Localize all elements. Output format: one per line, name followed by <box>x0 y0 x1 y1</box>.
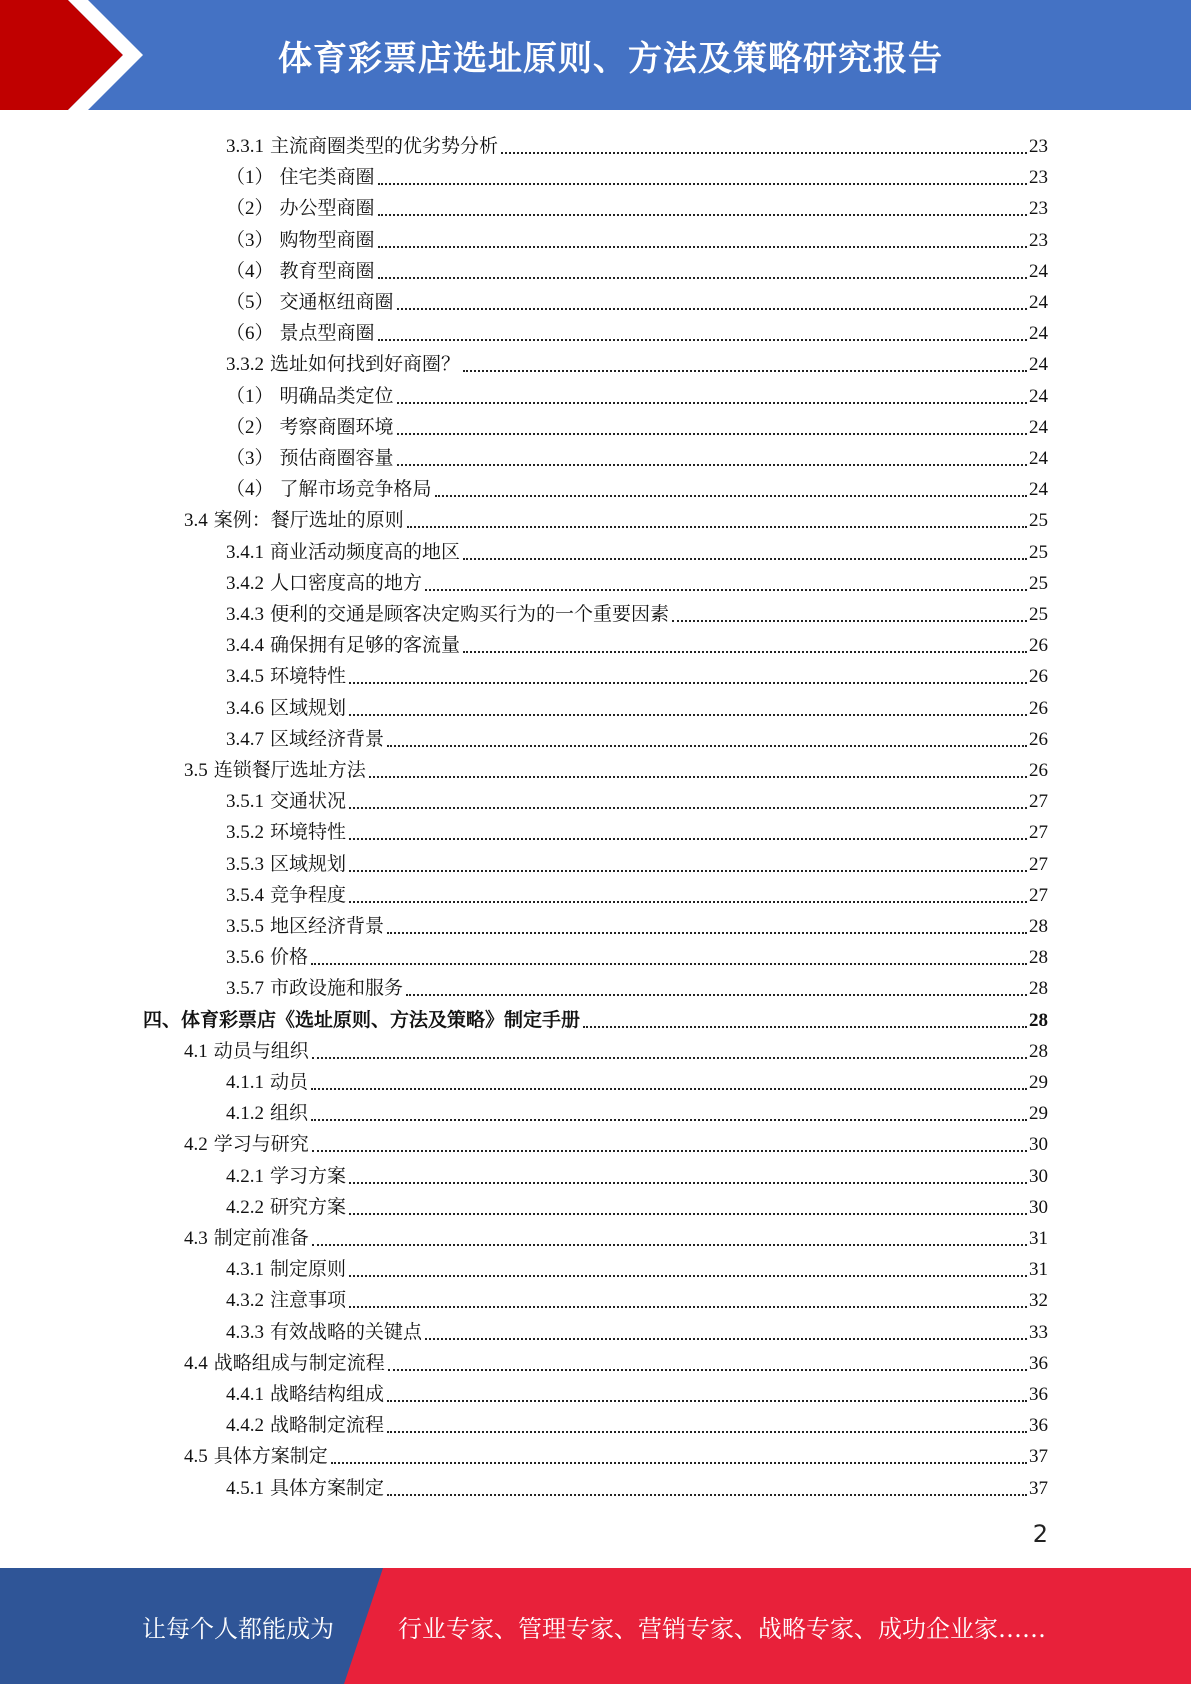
toc-entry-page: 25 <box>1029 510 1048 532</box>
toc-entry[interactable] <box>226 409 1048 440</box>
header-chevron-icon <box>0 0 160 110</box>
toc-entry[interactable] <box>226 939 1048 970</box>
toc-entry-number: 3.5.7 <box>226 978 264 1000</box>
toc-entry-number: （5） <box>226 292 274 313</box>
toc-entry[interactable] <box>226 534 1048 565</box>
toc-entry-title: 交通状况 <box>270 791 347 813</box>
toc-entry-title: 组织 <box>270 1103 309 1125</box>
toc-entry-number: 4.2.2 <box>226 1196 264 1218</box>
toc-entry-title: 商业活动频度高的地区 <box>270 541 461 563</box>
toc-entry-title: 市政设施和服务 <box>270 978 404 1000</box>
toc-entry-page: 26 <box>1029 666 1048 688</box>
toc-entry[interactable] <box>184 1220 1048 1251</box>
toc-entry-page: 28 <box>1029 1040 1048 1062</box>
toc-entry-title: 学习方案 <box>270 1165 347 1187</box>
toc-entry-title: 具体方案制定 <box>270 1477 385 1499</box>
toc-dot-leader <box>331 1462 1027 1464</box>
toc-entry[interactable] <box>226 1251 1048 1282</box>
toc-entry-page: 29 <box>1029 1072 1048 1093</box>
toc-entry[interactable] <box>143 1002 1048 1033</box>
toc-entry[interactable] <box>226 1470 1048 1501</box>
toc-dot-leader <box>349 901 1027 903</box>
toc-entry-number: 4.3.2 <box>226 1290 264 1312</box>
toc-entry-number: 3.4.1 <box>226 541 264 563</box>
toc-entry-title: 动员 <box>270 1072 309 1093</box>
toc-entry[interactable] <box>226 315 1048 346</box>
toc-entry-page: 25 <box>1029 604 1048 625</box>
toc-entry-page: 31 <box>1029 1259 1048 1281</box>
toc-entry-number: （1） <box>226 167 274 189</box>
toc-dot-leader <box>349 714 1027 716</box>
toc-entry[interactable] <box>226 284 1048 315</box>
toc-entry-page: 30 <box>1029 1196 1048 1218</box>
toc-entry-number: 4.2.1 <box>226 1165 264 1187</box>
toc-entry[interactable] <box>226 128 1048 159</box>
toc-entry-number: 3.5.2 <box>226 822 264 844</box>
toc-entry-page: 26 <box>1029 697 1048 719</box>
toc-entry-number: 3.4.4 <box>226 635 264 657</box>
toc-entry-number: （1） <box>226 385 274 407</box>
toc-entry-title: 区域规划 <box>270 697 347 719</box>
toc-entry-title: 交通枢纽商圈 <box>279 292 394 313</box>
toc-entry[interactable] <box>226 877 1048 908</box>
toc-entry[interactable] <box>184 502 1048 533</box>
toc-entry-title: 主流商圈类型的优劣势分析 <box>270 136 499 157</box>
toc-entry-title: 区域经济背景 <box>270 728 385 750</box>
footer-slogan-right: 行业专家、管理专家、营销专家、战略专家、成功企业家…… <box>398 1614 1046 1643</box>
toc-entry-title: 地区经济背景 <box>270 916 385 937</box>
toc-dot-leader <box>463 651 1027 653</box>
toc-entry[interactable] <box>226 1064 1048 1095</box>
toc-entry-number: 3.3.1 <box>226 136 264 157</box>
toc-entry-title: 战略组成与制定流程 <box>213 1352 385 1374</box>
toc-entry-number: 4.1.2 <box>226 1103 264 1125</box>
toc-dot-leader <box>672 620 1027 622</box>
toc-entry[interactable] <box>226 1376 1048 1407</box>
toc-entry[interactable] <box>226 908 1048 939</box>
toc-entry-title: 案例：餐厅选址的原则 <box>213 510 404 532</box>
toc-entry[interactable] <box>184 1126 1048 1157</box>
toc-entry-number: 4.4.2 <box>226 1415 264 1437</box>
toc-entry-title: 注意事项 <box>270 1290 347 1312</box>
toc-entry-page: 24 <box>1029 260 1048 282</box>
toc-dot-leader <box>349 807 1027 809</box>
toc-entry[interactable] <box>226 222 1048 253</box>
toc-dot-leader <box>378 214 1027 216</box>
toc-entry-title: 预估商圈容量 <box>279 448 394 469</box>
toc-dot-leader <box>349 1213 1027 1215</box>
toc-entry-title: 制定前准备 <box>213 1228 309 1249</box>
toc-dot-leader <box>311 963 1027 965</box>
toc-entry-number: 3.5.5 <box>226 916 264 937</box>
toc-entry-title: 连锁餐厅选址方法 <box>213 760 366 781</box>
toc-entry[interactable] <box>184 1033 1048 1064</box>
toc-dot-leader <box>397 464 1027 466</box>
toc-dot-leader <box>407 526 1027 528</box>
toc-entry-number: 3.5.6 <box>226 947 264 969</box>
toc-entry-title: 竞争程度 <box>270 884 347 906</box>
toc-dot-leader <box>387 932 1027 934</box>
toc-entry[interactable] <box>226 690 1048 721</box>
toc-dot-leader <box>311 1088 1027 1090</box>
toc-dot-leader <box>406 994 1027 996</box>
toc-entry-title: 办公型商圈 <box>279 198 375 220</box>
toc-entry-number: （3） <box>226 229 274 251</box>
toc-entry[interactable] <box>226 253 1048 284</box>
toc-entry-page: 24 <box>1029 323 1048 345</box>
toc-entry-number: （4） <box>226 479 274 501</box>
toc-dot-leader <box>312 1244 1027 1246</box>
toc-entry[interactable] <box>226 1095 1048 1126</box>
toc-entry-page: 23 <box>1029 229 1048 251</box>
toc-entry[interactable] <box>226 190 1048 221</box>
toc-entry-number: 4.5 <box>184 1446 208 1468</box>
toc-entry-number: （2） <box>226 198 274 220</box>
toc-dot-leader <box>397 433 1027 435</box>
toc-dot-leader <box>388 1369 1027 1371</box>
toc-entry[interactable] <box>226 970 1048 1001</box>
toc-entry-page: 28 <box>1029 916 1048 937</box>
toc-entry-page: 27 <box>1029 791 1048 813</box>
toc-dot-leader <box>463 370 1027 372</box>
toc-dot-leader <box>349 1182 1027 1184</box>
toc-dot-leader <box>425 589 1027 591</box>
toc-entry[interactable] <box>184 1438 1048 1469</box>
page-number: 2 <box>1032 1520 1048 1548</box>
toc-entry-number: 3.4 <box>184 510 208 532</box>
toc-entry-title: 住宅类商圈 <box>279 167 375 189</box>
toc-entry-number: 4.2 <box>184 1134 208 1156</box>
toc-dot-leader <box>463 558 1027 560</box>
toc-dot-leader <box>378 246 1027 248</box>
toc-entry-page: 37 <box>1029 1446 1048 1468</box>
toc-dot-leader <box>387 1431 1027 1433</box>
toc-entry-page: 37 <box>1029 1477 1048 1499</box>
toc-dot-leader <box>378 183 1027 185</box>
toc-entry[interactable] <box>226 814 1048 845</box>
toc-entry-page: 28 <box>1029 978 1048 1000</box>
toc-entry-number: （2） <box>226 416 274 438</box>
toc-dot-leader <box>349 838 1027 840</box>
toc-dot-leader <box>387 1494 1027 1496</box>
toc-entry[interactable] <box>226 1282 1048 1313</box>
toc-entry-number: （6） <box>226 323 274 345</box>
toc-entry-title: 有效战略的关键点 <box>270 1321 423 1343</box>
toc-entry-page: 36 <box>1029 1415 1048 1437</box>
toc-dot-leader <box>397 402 1027 404</box>
toc-dot-leader <box>369 776 1027 778</box>
toc-entry[interactable] <box>226 783 1048 814</box>
toc-entry-title: 景点型商圈 <box>279 323 375 345</box>
toc-dot-leader <box>387 745 1027 747</box>
footer-slogan-left: 让每个人都能成为 <box>142 1614 334 1643</box>
document-title: 体育彩票店选址原则、方法及策略研究报告 <box>278 38 943 79</box>
toc-entry-title: 战略结构组成 <box>270 1384 385 1405</box>
toc-entry-title: 研究方案 <box>270 1196 347 1218</box>
header-banner <box>0 0 1191 110</box>
toc-entry-number: （3） <box>226 448 274 469</box>
toc-entry[interactable] <box>226 846 1048 877</box>
toc-entry-number: 3.5.3 <box>226 853 264 875</box>
toc-entry-title: 便利的交通是顾客决定购买行为的一个重要因素 <box>270 604 670 625</box>
toc-dot-leader <box>349 1275 1027 1277</box>
toc-entry-number: 4.5.1 <box>226 1477 264 1499</box>
toc-entry-title: 考察商圈环境 <box>279 416 394 438</box>
toc-dot-leader <box>349 1306 1027 1308</box>
toc-entry-title: 了解市场竞争格局 <box>279 479 432 501</box>
toc-entry-number: 3.4.5 <box>226 666 264 688</box>
toc-entry-page: 23 <box>1029 198 1048 220</box>
toc-dot-leader <box>312 1150 1027 1152</box>
toc-entry-number: 4.1.1 <box>226 1072 264 1093</box>
toc-entry-page: 24 <box>1029 292 1048 313</box>
toc-entry[interactable] <box>226 565 1048 596</box>
toc-entry-title: 人口密度高的地方 <box>270 572 423 594</box>
toc-entry-title: 确保拥有足够的客流量 <box>270 635 461 657</box>
toc-dot-leader <box>349 870 1027 872</box>
toc-dot-leader <box>378 277 1027 279</box>
toc-entry-page: 30 <box>1029 1134 1048 1156</box>
toc-entry-title: 动员与组织 <box>213 1040 309 1062</box>
toc-entry-title: 选址如何找到好商圈？ <box>270 354 461 376</box>
toc-entry-page: 25 <box>1029 572 1048 594</box>
toc-entry-title: 四、体育彩票店《选址原则、方法及策略》制定手册 <box>143 1009 581 1031</box>
toc-entry[interactable] <box>226 1314 1048 1345</box>
toc-entry-page: 24 <box>1029 479 1048 501</box>
toc-entry[interactable] <box>226 378 1048 409</box>
toc-dot-leader <box>501 152 1027 154</box>
toc-entry-title: 制定原则 <box>270 1259 347 1281</box>
toc-dot-leader <box>349 682 1027 684</box>
toc-entry-page: 32 <box>1029 1290 1048 1312</box>
toc-entry-number: 4.3.1 <box>226 1259 264 1281</box>
toc-entry-page: 24 <box>1029 448 1048 469</box>
toc-entry[interactable] <box>226 346 1048 377</box>
toc-entry-number: 3.4.7 <box>226 728 264 750</box>
toc-entry-page: 27 <box>1029 822 1048 844</box>
toc-entry[interactable] <box>226 658 1048 689</box>
toc-dot-leader <box>583 1026 1027 1028</box>
toc-entry-number: 4.3.3 <box>226 1321 264 1343</box>
toc-entry-number: 3.5.1 <box>226 791 264 813</box>
toc-entry-page: 23 <box>1029 167 1048 189</box>
toc-entry-number: 3.5 <box>184 760 208 781</box>
toc-dot-leader <box>378 339 1027 341</box>
toc-entry-page: 26 <box>1029 728 1048 750</box>
toc-entry-page: 25 <box>1029 541 1048 563</box>
toc-entry-page: 26 <box>1029 760 1048 781</box>
toc-entry[interactable] <box>184 1345 1048 1376</box>
toc-entry[interactable] <box>226 627 1048 658</box>
toc-entry-number: 3.4.2 <box>226 572 264 594</box>
toc-dot-leader <box>397 308 1027 310</box>
toc-entry-page: 36 <box>1029 1384 1048 1405</box>
toc-entry-number: 3.4.3 <box>226 604 264 625</box>
toc-entry-number: 4.4 <box>184 1352 208 1374</box>
toc-entry-title: 学习与研究 <box>213 1134 309 1156</box>
toc-entry-page: 24 <box>1029 416 1048 438</box>
toc-entry[interactable] <box>226 596 1048 627</box>
toc-entry-title: 明确品类定位 <box>279 385 394 407</box>
toc-entry-page: 27 <box>1029 853 1048 875</box>
toc-entry-number: （4） <box>226 260 274 282</box>
toc-entry[interactable] <box>226 721 1048 752</box>
toc-entry-page: 31 <box>1029 1228 1048 1249</box>
toc-entry[interactable] <box>226 440 1048 471</box>
toc-entry-title: 价格 <box>270 947 309 969</box>
footer-banner <box>0 1568 1191 1684</box>
toc-entry-title: 战略制定流程 <box>270 1415 385 1437</box>
toc-entry-number: 3.3.2 <box>226 354 264 376</box>
toc-entry[interactable] <box>226 1407 1048 1438</box>
toc-entry-title: 环境特性 <box>270 666 347 688</box>
toc-entry-page: 30 <box>1029 1165 1048 1187</box>
toc-entry-number: 3.4.6 <box>226 697 264 719</box>
toc-entry-page: 23 <box>1029 136 1048 157</box>
toc-entry-title: 环境特性 <box>270 822 347 844</box>
toc-entry[interactable] <box>226 1158 1048 1189</box>
toc-entry-number: 4.4.1 <box>226 1384 264 1405</box>
toc-dot-leader <box>311 1119 1027 1121</box>
toc-entry-title: 具体方案制定 <box>213 1446 328 1468</box>
toc-entry-page: 24 <box>1029 354 1048 376</box>
toc-entry[interactable] <box>226 471 1048 502</box>
toc-entry-number: 4.1 <box>184 1040 208 1062</box>
toc-entry-page: 28 <box>1029 1009 1048 1031</box>
toc-entry-page: 27 <box>1029 884 1048 906</box>
toc-dot-leader <box>387 1400 1027 1402</box>
toc-entry-number: 4.3 <box>184 1228 208 1249</box>
toc-entry-number: 3.5.4 <box>226 884 264 906</box>
toc-entry-page: 24 <box>1029 385 1048 407</box>
toc-entry-page: 33 <box>1029 1321 1048 1343</box>
toc-entry-page: 26 <box>1029 635 1048 657</box>
toc-entry[interactable] <box>184 752 1048 783</box>
toc-entry[interactable] <box>226 159 1048 190</box>
toc-dot-leader <box>435 495 1027 497</box>
toc-entry-page: 29 <box>1029 1103 1048 1125</box>
toc-entry-title: 区域规划 <box>270 853 347 875</box>
toc-entry-title: 购物型商圈 <box>279 229 375 251</box>
toc-dot-leader <box>312 1057 1027 1059</box>
toc-entry-page: 36 <box>1029 1352 1048 1374</box>
toc-entry[interactable] <box>226 1189 1048 1220</box>
toc-entry-title: 教育型商圈 <box>279 260 375 282</box>
toc-dot-leader <box>425 1338 1027 1340</box>
toc-entry-page: 28 <box>1029 947 1048 969</box>
